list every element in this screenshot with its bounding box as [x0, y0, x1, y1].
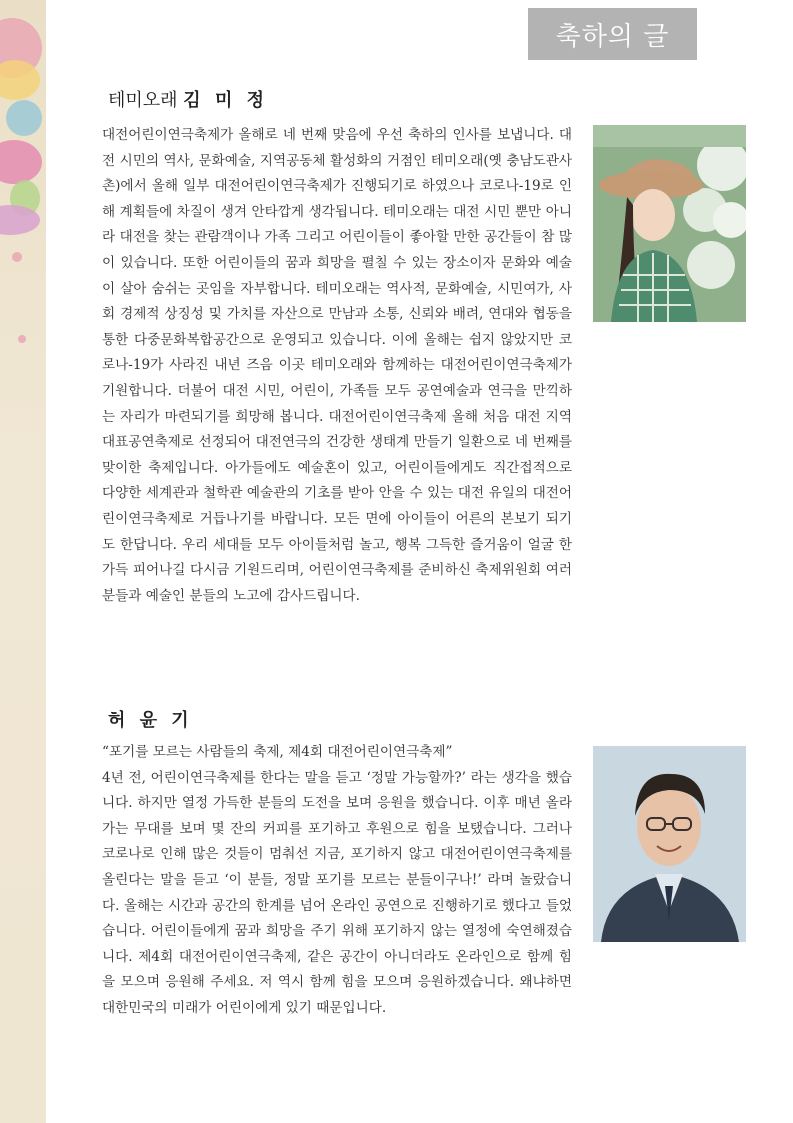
author-photo-2 — [593, 746, 746, 942]
author-heading-2: 허 윤 기 — [108, 710, 193, 731]
page-title: 축하의 글 — [528, 8, 697, 60]
message-body-1 — [102, 123, 572, 609]
author-name: 김 미 정 — [183, 90, 268, 111]
author-affiliation: 테미오래 — [108, 90, 178, 111]
quote-title: “포기를 모르는 사람들의 축제, 제4회 대전어린이연극축제” — [102, 744, 453, 760]
author-heading-1 — [108, 86, 268, 112]
paragraph: 대전어린이연극축제가 올해로 네 번째 맞음에 우선 축하의 인사를 보냅니다. 대전 시민의 역사, 문화예술, 지역공동체 활성화의 거점인 테미오래(옛 충남도관사촌)에서 올해 일부 대전어린이연극축제가 진행되기로 하였으나 코로나-19로 인해 계획들에 차질이 생겨 안타깝게 생각됩니다. 테미오래는 대전 시민 뿐만 아니라 대전을 찾는 관람객이나 가족 그리고 어린이들이 좋아할 만한 공간들이 참 많이 있습니다. 또한 어린이들의 꿈과 희망을 펼칠 수 있는 장소이자 문화와 예술이 살아 숨쉬는 곳임을 자부합니다. 테미오래는 역사적, 문화예술, 시민여가, 사회 경제적 상징성 및 가치를 자산으로 만남과 소통, 신뢰와 배려, 연대와 협동을 통한 다중문화복합공간으로 운영되고 있습니다. 이에 올해는 쉽지 않았지만 코로나-19가 사라진 내년 즈음 이곳 테미오래와 함께하는 대전어린이연극축제가 기원합니다. 더불어 대전 시민, 어린이, 가족들 모두 공연예술과 연극을 만끽하는 자리가 마련되기를 희망해 봅니다. 대전어린이연극축제 올해 처음 대전 지역대표공연축제로 선정되어 대전연극의 건강한 생태계 만들기 일환으로 네 번째를 맞이한 축제입니다. 아가들에도 예술혼이 있고, 어린이들에게도 직간접적으로 다양한 세계관과 철학관 예술관의 기초를 받아 안을 수 있는 대전 유일의 대전어린이연극축제로 거듭나기를 바랍니다. 모든 면에 아이들이 어른의 본보기 되기도 한답니다. 우리 세대들 모두 아이들처럼 놀고, 행복 그득한 즐거움이 얼굴 한 가득 피어나길 다시금 기원드리며, 어린이연극축제를 준비하신 축제위원회 여러분들과 예술인 분들의 노고에 감사드립니다. — [102, 127, 572, 604]
paragraph: 4년 전, 어린이연극축제를 한다는 말을 듣고 ‘정말 가능할까?’ 라는 생각을 했습니다. 하지만 열정 가득한 분들의 도전을 보며 응원을 했습니다. 이후 매년 올라가는 무대를 보며 몇 잔의 커피를 포기하고 후원으로 힘을 보탰습니다. 그러나 코로나로 인해 많은 것들이 멈춰선 지금, 포기하지 않고 대전어린이연극축제를 올린다는 말을 듣고 ‘이 분들, 정말 포기를 모르는 분들이구나!’ 라며 놀랐습니다. 올해는 시간과 공간의 한계를 넘어 온라인 공연으로 진행하기로 했다고 들었습니다. 어린이들에게 꿈과 희망을 주기 위해 포기하지 않는 열정에 숙연해졌습니다. 제4회 대전어린이연극축제, 같은 공간이 아니더라도 온라인으로 함께 힘을 모으며 응원해 주세요. 저 역시 함께 힘을 모으며 응원하겠습니다. 왜냐하면 대한민국의 미래가 어린이에게 있기 때문입니다. — [102, 769, 572, 1016]
message-body-2 — [102, 740, 572, 1022]
decorative-border-illustration — [0, 0, 46, 1123]
author-photo-1 — [593, 125, 746, 322]
